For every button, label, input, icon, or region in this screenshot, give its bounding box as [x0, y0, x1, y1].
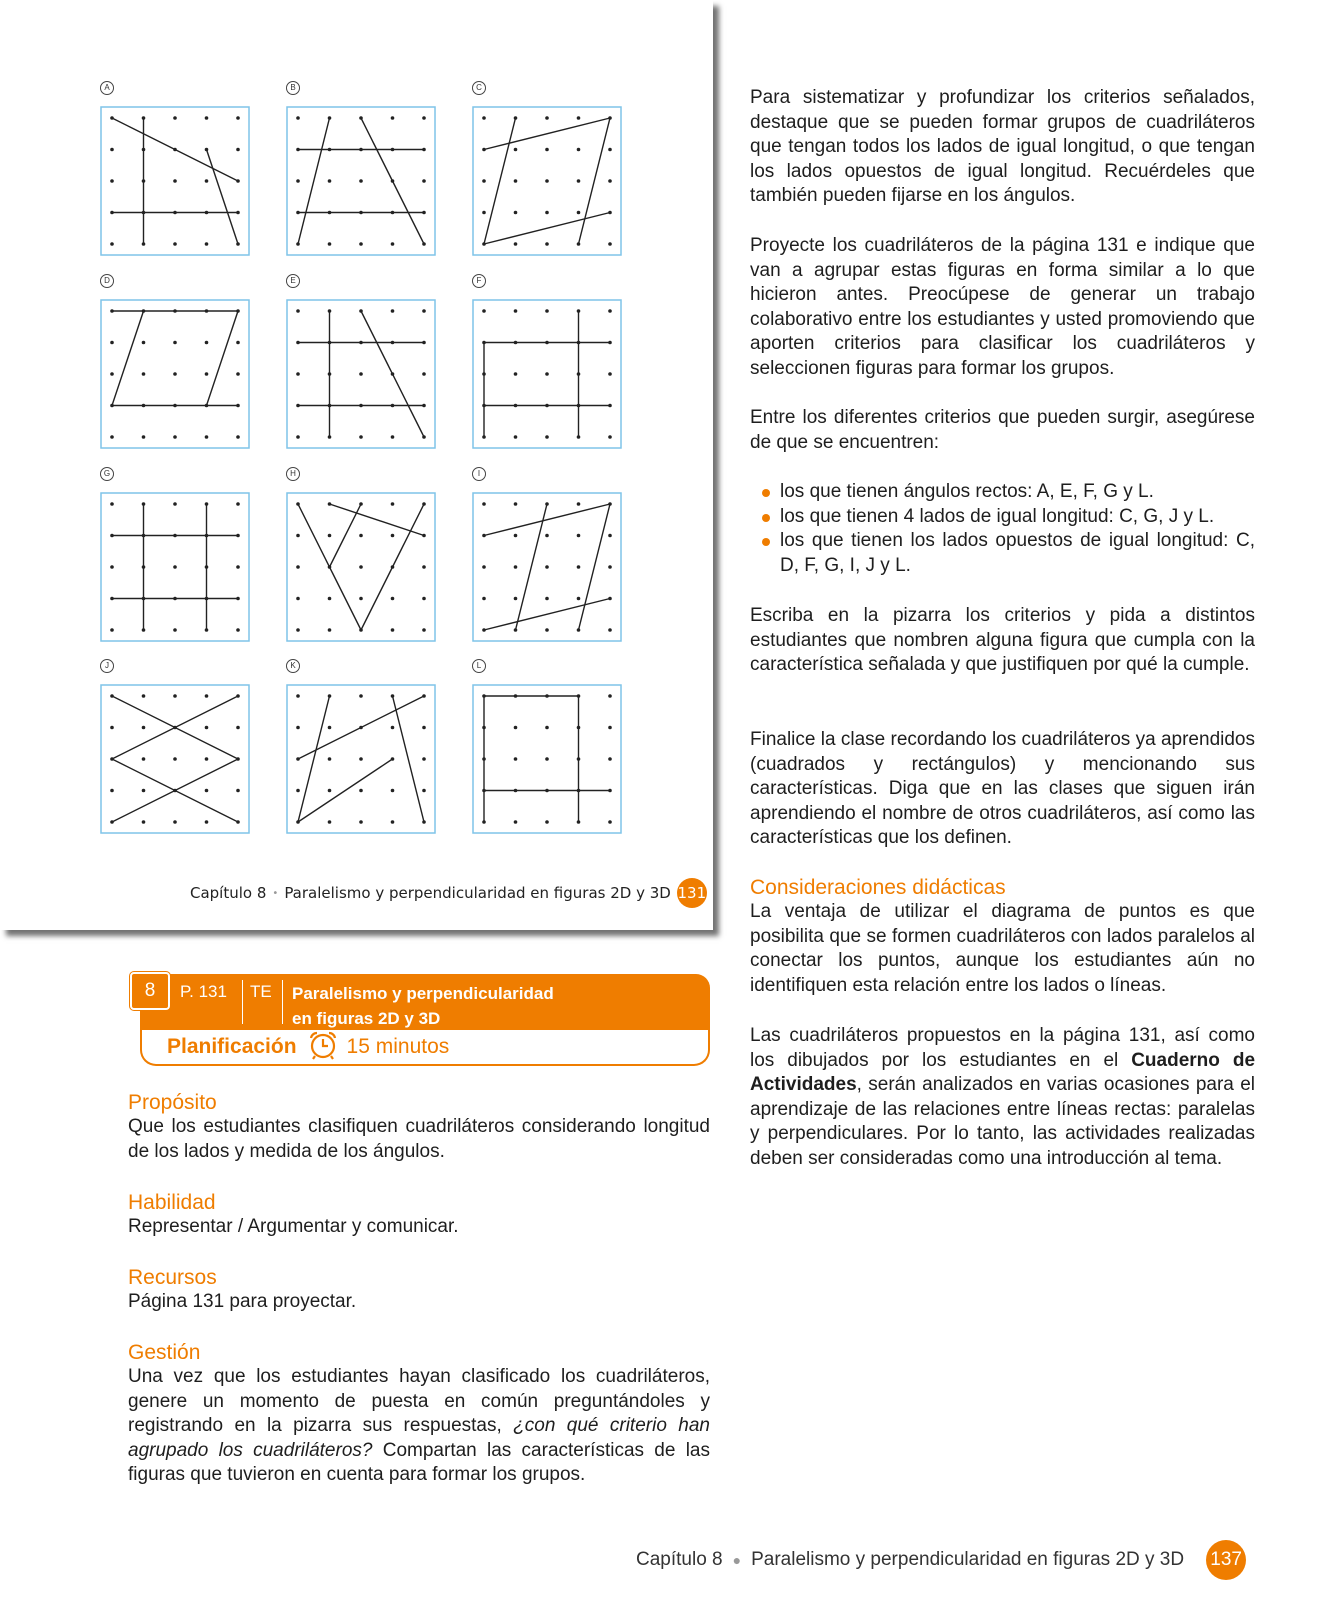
page-footer	[636, 1540, 1246, 1580]
gestion-question: ¿con qué criterio han agrupado los cuadriláteros?	[128, 1415, 710, 1461]
footer-chapter: Capítulo 8	[636, 1549, 723, 1570]
right-paragraph-4	[750, 604, 1255, 678]
student-footer-title: Paralelismo y perpendicularidad en figuras 2D y 3D	[284, 884, 671, 902]
right-paragraph-7	[750, 1024, 1255, 1171]
segment	[484, 599, 610, 631]
analysis-text-b: , serán analizados en varias ocasiones para el aprendizaje de las relaciones entre líneas rectas: paralelas y perpendiculares. Por lo tanto, las actividades realizadas deben ser consideradas como una introducción al tema.	[750, 1074, 1255, 1169]
list-item: los que tienen 4 lados de igual longitud: C, G, J y L.	[750, 505, 1255, 530]
criteria-list	[750, 480, 1255, 578]
chapter-tab: 8	[130, 972, 170, 1010]
geoboard-h	[286, 492, 436, 642]
figure-label-e: E	[286, 274, 300, 288]
segment	[393, 696, 425, 822]
segment	[207, 150, 239, 245]
segment	[579, 118, 611, 244]
segment	[112, 118, 238, 181]
alarm-clock-icon	[307, 1030, 339, 1065]
right-paragraph-3	[750, 406, 1255, 455]
figure-label-b: B	[286, 81, 300, 95]
paragraph-systematize: Para sistematizar y profundizar los criterios señalados, destaque que se pueden formar grupos de cuadriláteros que tengan todos los lados de igual longitud, o que tengan los lados opuestos de igual longitud. Recuérdeles que también pueden fijarse en los ángulos.	[750, 87, 1255, 206]
paragraph-analysis	[750, 1024, 1255, 1171]
segment	[484, 118, 610, 150]
habilidad-heading: Habilidad	[128, 1191, 216, 1214]
recursos-heading: Recursos	[128, 1266, 217, 1289]
segment	[112, 311, 144, 406]
geoboard-l	[472, 684, 622, 834]
gestion-text-a: Una vez que los estudiantes hayan clasificado los cuadriláteros, genere un momento de puesta en común preguntándoles y registrando en la pizarra sus respuestas,	[128, 1366, 710, 1436]
analysis-text-a: Las cuadriláteros propuestos en la página 131, así como los dibujados por los estudiantes en el	[750, 1025, 1255, 1071]
segment	[298, 118, 330, 244]
figure-label-d: D	[100, 274, 114, 288]
student-footer-dot: •	[272, 887, 279, 899]
segment	[484, 504, 610, 536]
gestion-section	[128, 1340, 710, 1488]
gestion-text-b: Compartan las características de las figuras que tuvieron en cuenta para formar los grupos.	[128, 1439, 710, 1485]
proposito-section	[128, 1090, 710, 1164]
geoboard-g	[100, 492, 250, 642]
header-bar	[140, 974, 710, 1030]
geoboard-k	[286, 684, 436, 834]
footer-dot: ●	[732, 1552, 742, 1568]
segment	[298, 696, 330, 822]
segment	[484, 118, 516, 244]
segment	[361, 118, 424, 244]
page-number: 137	[1206, 1540, 1246, 1580]
habilidad-section	[128, 1190, 710, 1240]
gestion-heading: Gestión	[128, 1341, 201, 1364]
header-te: TE	[250, 982, 272, 1001]
student-page-number: 131	[677, 878, 707, 908]
segment	[516, 504, 548, 630]
geoboard-f	[472, 299, 622, 449]
figure-label-c: C	[472, 81, 486, 95]
gestion-text	[128, 1365, 710, 1488]
recursos-text: Página 131 para proyectar.	[128, 1291, 357, 1312]
header-divider	[282, 980, 283, 1024]
right-paragraph-5	[750, 728, 1255, 851]
segment	[298, 759, 393, 822]
header-title	[292, 981, 554, 1031]
segment	[361, 311, 424, 437]
planning-bar	[140, 1030, 710, 1066]
segment	[330, 504, 425, 536]
geoboard-i	[472, 492, 622, 642]
segment	[207, 311, 239, 406]
list-item: los que tienen ángulos rectos: A, E, F, G y L.	[750, 480, 1255, 505]
figure-label-i: I	[472, 467, 486, 481]
geoboard-a	[100, 106, 250, 256]
segment	[484, 213, 610, 245]
paragraph-dot-diagram: La ventaja de utilizar el diagrama de puntos es que posibilita que se formen cuadriláteros con lados paralelos al conectar los puntos, aunque los estudiantes aún no identifiquen esta relación entre los lados o líneas.	[750, 901, 1255, 996]
figure-label-j: J	[100, 659, 114, 673]
planning-label: Planificación	[167, 1035, 297, 1058]
habilidad-text: Representar / Argumentar y comunicar.	[128, 1216, 459, 1237]
footer-title: Paralelismo y perpendicularidad en figuras 2D y 3D	[751, 1549, 1185, 1570]
geoboard-b	[286, 106, 436, 256]
figure-label-f: F	[472, 274, 486, 288]
paragraph-closing: Finalice la clase recordando los cuadriláteros ya aprendidos (cuadrados y rectángulos) y mencionando sus características. Diga que en las clases que siguen irán aprendiendo el nombre de otros cuadriláteros, así como las características que los definen.	[750, 729, 1255, 848]
proposito-text: Que los estudiantes clasifiquen cuadriláteros considerando longitud de los lados y medida de los ángulos.	[128, 1116, 710, 1162]
geoboard-j	[100, 684, 250, 834]
header-title-line1: Paralelismo y perpendicularidad	[292, 984, 554, 1003]
segment	[298, 696, 424, 759]
proposito-heading: Propósito	[128, 1091, 217, 1114]
list-item: los que tienen los lados opuestos de igual longitud: C, D, F, G, I, J y L.	[750, 529, 1255, 578]
geoboard-e	[286, 299, 436, 449]
header-title-line2: en figuras 2D y 3D	[292, 1009, 441, 1028]
header-divider	[242, 980, 243, 1024]
student-page-footer	[190, 878, 707, 908]
paragraph-project: Proyecte los cuadriláteros de la página 131 e indique que van a agrupar estas figuras en forma similar a lo que hicieron antes. Preocúpese de generar un trabajo colaborativo entre los estudiantes y usted promoviendo que aporten criterios para clasificar los cuadriláteros y seleccionen figuras para formar los grupos.	[750, 235, 1255, 379]
header-page-ref: P. 131	[180, 982, 227, 1001]
student-footer-chapter: Capítulo 8	[190, 884, 267, 902]
figure-label-l: L	[472, 659, 486, 673]
consideraciones-section	[750, 875, 1255, 998]
right-paragraph-2	[750, 234, 1255, 381]
geoboard-c	[472, 106, 622, 256]
right-paragraph-1	[750, 86, 1255, 209]
consideraciones-heading: Consideraciones didácticas	[750, 876, 1006, 899]
segment	[361, 504, 424, 630]
geoboard-d	[100, 299, 250, 449]
student-page-131	[0, 0, 713, 930]
planning-time: 15 minutos	[346, 1035, 450, 1058]
figure-label-a: A	[100, 81, 114, 95]
figure-label-h: H	[286, 467, 300, 481]
paragraph-blackboard: Escriba en la pizarra los criterios y pida a distintos estudiantes que nombren alguna figura que cumpla con la característica señalada y que justifiquen por qué la cumple.	[750, 605, 1255, 675]
recursos-section	[128, 1265, 710, 1315]
segment	[579, 504, 611, 630]
figure-label-g: G	[100, 467, 114, 481]
figure-label-k: K	[286, 659, 300, 673]
lesson-header	[130, 972, 710, 1070]
activity-book-title: Cuaderno de Actividades	[750, 1049, 1256, 1095]
paragraph-criteria: Entre los diferentes criterios que pueden surgir, asegúrese de que se encuentren:	[750, 407, 1255, 453]
